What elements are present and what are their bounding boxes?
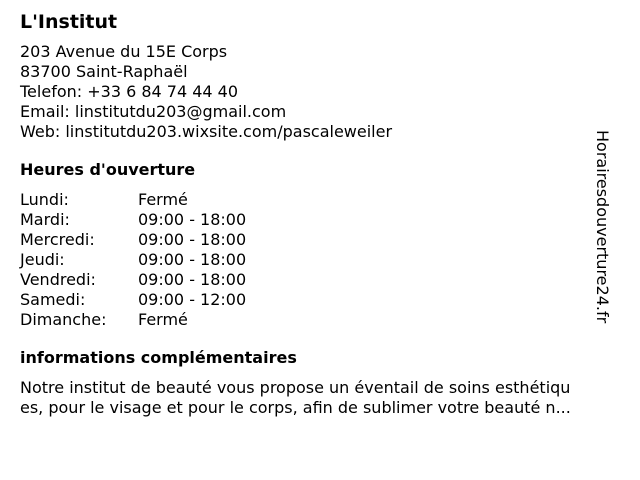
hours-row-sunday: [20, 310, 610, 330]
hours-row-friday: [20, 270, 610, 290]
day-hours: 09:00 - 18:00: [138, 270, 247, 289]
day-hours: 09:00 - 18:00: [138, 210, 247, 229]
address-line-1: 203 Avenue du 15E Corps: [20, 42, 228, 61]
additional-info-line-1: Notre institut de beauté vous propose un éventail de soins esthétiqu: [20, 378, 571, 397]
address-line-2: 83700 Saint-Raphaël: [20, 62, 188, 81]
additional-info-text: [20, 378, 610, 418]
opening-hours-heading: Heures d'ouverture: [20, 160, 196, 179]
day-label: Mardi:: [20, 210, 70, 229]
site-watermark-text: Horairesdouverture24.fr: [593, 130, 612, 324]
additional-info-line-2: es, pour le visage et pour le corps, afin de sublimer votre beauté n...: [20, 398, 571, 417]
day-label: Jeudi:: [20, 250, 65, 269]
day-hours: 09:00 - 18:00: [138, 230, 247, 249]
business-name: L'Institut: [20, 11, 118, 33]
day-hours: 09:00 - 12:00: [138, 290, 247, 309]
day-label: Dimanche:: [20, 310, 107, 329]
day-hours: Fermé: [138, 190, 188, 209]
hours-row-wednesday: [20, 230, 610, 250]
opening-hours-table: [20, 190, 610, 330]
hours-row-saturday: [20, 290, 610, 310]
day-label: Mercredi:: [20, 230, 95, 249]
business-details: [20, 10, 610, 418]
email-line[interactable]: Email: linstitutdu203@gmail.com: [20, 102, 287, 121]
website-line[interactable]: Web: linstitutdu203.wixsite.com/pascaleweiler: [20, 122, 393, 141]
hours-row-tuesday: [20, 210, 610, 230]
day-label: Samedi:: [20, 290, 86, 309]
hours-row-monday: [20, 190, 610, 210]
site-watermark: [593, 130, 640, 360]
phone-line[interactable]: Telefon: +33 6 84 74 44 40: [20, 82, 239, 101]
day-label: Lundi:: [20, 190, 69, 209]
day-label: Vendredi:: [20, 270, 96, 289]
hours-row-thursday: [20, 250, 610, 270]
additional-info-heading: informations complémentaires: [20, 348, 297, 367]
day-hours: Fermé: [138, 310, 188, 329]
day-hours: 09:00 - 18:00: [138, 250, 247, 269]
